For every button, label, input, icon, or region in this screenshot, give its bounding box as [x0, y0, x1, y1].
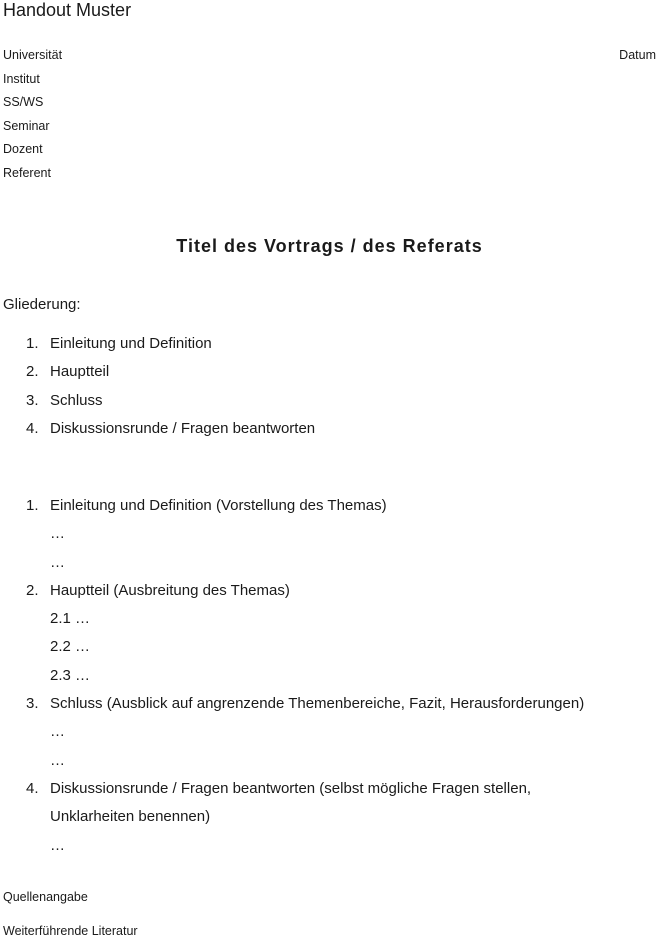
list-number: 3. — [26, 391, 39, 409]
meta-university: Universität — [3, 48, 63, 62]
list-number: 1. — [26, 335, 39, 352]
meta-seminar: Seminar — [3, 118, 50, 133]
sub-item-text: … — [50, 525, 65, 543]
list-number: 2. — [26, 363, 39, 381]
talk-title: Titel des Vortrags / des Referats — [176, 236, 483, 256]
meta-block — [3, 46, 62, 188]
section-text: Einleitung und Definition (Vorstellung des Themas) — [50, 497, 387, 514]
list-text: Schluss — [50, 391, 103, 409]
section-text: Unklarheiten benennen) — [50, 808, 211, 826]
section-number: 3. — [26, 695, 39, 713]
section-number: 4. — [26, 779, 39, 797]
meta-institute: Institut — [3, 71, 40, 86]
outline-label: Gliederung: — [3, 296, 81, 313]
section-number: 2. — [26, 581, 39, 599]
date-label: Datum — [619, 48, 656, 62]
meta-lecturer: Dozent — [3, 142, 43, 157]
sub-item-text: 2.2 … — [50, 638, 91, 656]
section-text: Schluss (Ausblick auf angrenzende Themenbereiche, Fazit, Herausforderungen) — [50, 695, 585, 713]
section-number: 1. — [26, 497, 39, 514]
list-text: Diskussionsrunde / Fragen beantworten — [50, 419, 316, 437]
sources-label: Quellenangabe — [3, 890, 88, 904]
sub-item-text: … — [50, 836, 65, 854]
list-number: 4. — [26, 419, 39, 437]
meta-semester: SS/WS — [3, 95, 44, 110]
sub-item-text: … — [50, 723, 65, 741]
meta-speaker: Referent — [3, 165, 51, 180]
sub-item-text: 2.3 … — [50, 666, 91, 684]
further-reading-label: Weiterführende Literatur — [3, 924, 138, 938]
sub-item-text: … — [50, 553, 65, 571]
sub-item-text: … — [50, 751, 65, 769]
sub-item-text: 2.1 … — [50, 610, 91, 628]
document-title: Handout Muster — [3, 0, 132, 20]
section-text: Diskussionsrunde / Fragen beantworten (selbst mögliche Fragen stellen, — [50, 779, 532, 797]
section-text: Hauptteil (Ausbreitung des Themas) — [50, 581, 290, 599]
list-text: Hauptteil — [50, 363, 110, 381]
list-text: Einleitung und Definition — [50, 335, 212, 352]
